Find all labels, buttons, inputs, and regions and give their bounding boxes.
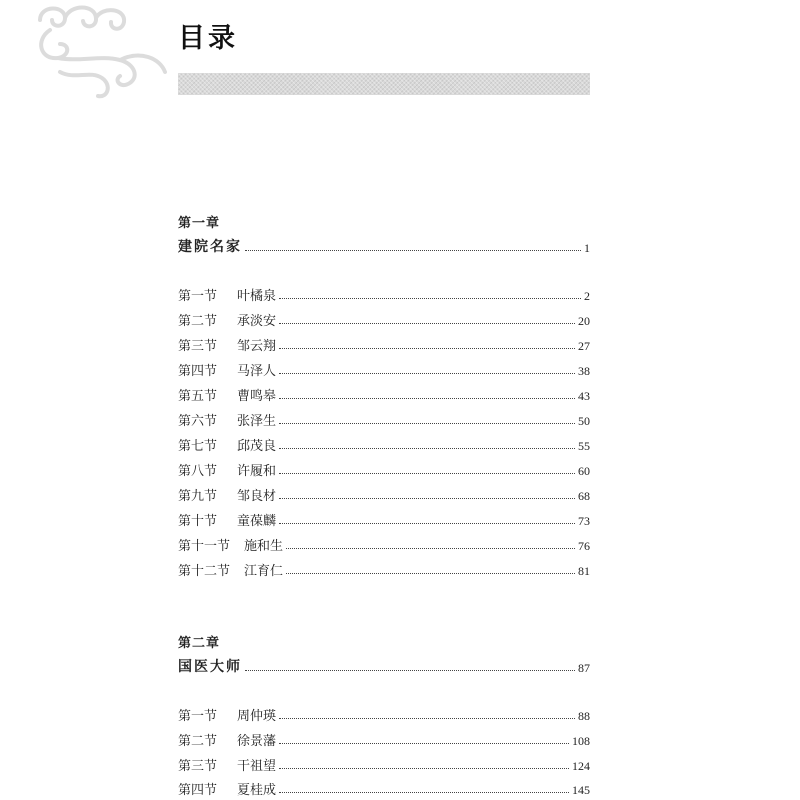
section-number: 第八节 xyxy=(178,464,218,479)
page-number: 87 xyxy=(578,661,590,675)
dot-leader xyxy=(279,447,575,449)
section-number: 第四节 xyxy=(178,364,218,379)
section-name: 邹云翔 xyxy=(237,339,277,354)
chapter-title: 国医大师 xyxy=(178,659,242,675)
page-number: 124 xyxy=(572,759,590,773)
toc-section-entry[interactable] xyxy=(178,359,590,379)
page-number: 60 xyxy=(578,464,590,478)
chapter-title: 建院名家 xyxy=(178,239,242,255)
dot-leader xyxy=(286,547,575,549)
toc-section-entry[interactable] xyxy=(178,309,590,329)
section-number: 第十节 xyxy=(178,514,218,529)
page-number: 55 xyxy=(578,439,590,453)
chapter-label: 第一章 xyxy=(178,216,221,231)
dot-leader xyxy=(279,347,575,349)
title-divider-band xyxy=(178,73,590,95)
page-number: 27 xyxy=(578,339,590,353)
section-number: 第二节 xyxy=(178,314,218,329)
toc-section-entry[interactable] xyxy=(178,559,590,579)
dot-leader xyxy=(279,497,575,499)
page-number: 145 xyxy=(572,783,590,797)
dot-leader xyxy=(279,372,575,374)
dot-leader xyxy=(279,791,569,793)
page-number: 43 xyxy=(578,389,590,403)
section-name: 承淡安 xyxy=(237,314,277,329)
section-name: 周仲瑛 xyxy=(237,709,277,724)
page-number: 73 xyxy=(578,514,590,528)
section-number: 第十一节 xyxy=(178,539,231,554)
toc-section-entry[interactable] xyxy=(178,778,590,798)
toc-section-entry[interactable] xyxy=(178,284,590,304)
dot-leader xyxy=(279,742,569,744)
cloud-ornament-icon xyxy=(30,0,180,120)
toc-section-entry[interactable] xyxy=(178,729,590,749)
page-number: 20 xyxy=(578,314,590,328)
dot-leader xyxy=(279,522,575,524)
page-number: 38 xyxy=(578,364,590,378)
toc-section-entry[interactable] xyxy=(178,484,590,504)
section-name: 许履和 xyxy=(237,464,277,479)
section-name: 童葆麟 xyxy=(237,514,277,529)
section-number: 第一节 xyxy=(178,289,218,304)
section-number: 第五节 xyxy=(178,389,218,404)
section-number: 第三节 xyxy=(178,759,218,774)
dot-leader xyxy=(245,249,581,251)
section-name: 施和生 xyxy=(244,539,284,554)
section-name: 邱茂良 xyxy=(237,439,277,454)
section-name: 曹鸣皋 xyxy=(237,389,277,404)
dot-leader xyxy=(279,717,575,719)
page-title: 目录 xyxy=(178,23,238,54)
page-number: 88 xyxy=(578,709,590,723)
section-name: 张泽生 xyxy=(237,414,277,429)
toc-section-entry[interactable] xyxy=(178,434,590,454)
toc-section-entry[interactable] xyxy=(178,534,590,554)
section-number: 第十二节 xyxy=(178,564,231,579)
page-number: 76 xyxy=(578,539,590,553)
toc-section-entry[interactable] xyxy=(178,409,590,429)
section-number: 第一节 xyxy=(178,709,218,724)
toc-section-entry[interactable] xyxy=(178,509,590,529)
section-name: 邹良材 xyxy=(237,489,277,504)
dot-leader xyxy=(279,322,575,324)
dot-leader xyxy=(279,767,569,769)
toc-chapter-entry[interactable] xyxy=(178,236,590,256)
section-name: 叶橘泉 xyxy=(237,289,277,304)
page-number: 108 xyxy=(572,734,590,748)
toc-section-entry[interactable] xyxy=(178,704,590,724)
section-number: 第九节 xyxy=(178,489,218,504)
section-number: 第二节 xyxy=(178,734,218,749)
page-number: 68 xyxy=(578,489,590,503)
toc-section-entry[interactable] xyxy=(178,334,590,354)
dot-leader xyxy=(279,397,575,399)
dot-leader xyxy=(279,472,575,474)
dot-leader xyxy=(286,572,575,574)
section-number: 第七节 xyxy=(178,439,218,454)
section-number: 第三节 xyxy=(178,339,218,354)
section-name: 夏桂成 xyxy=(237,783,277,798)
section-name: 马泽人 xyxy=(237,364,277,379)
dot-leader xyxy=(245,669,575,671)
section-name: 干祖望 xyxy=(237,759,277,774)
toc-section-entry[interactable] xyxy=(178,754,590,774)
page-number: 50 xyxy=(578,414,590,428)
toc-section-entry[interactable] xyxy=(178,459,590,479)
section-number: 第四节 xyxy=(178,783,218,798)
chapter-label: 第二章 xyxy=(178,636,221,651)
section-name: 江育仁 xyxy=(244,564,284,579)
page-number: 81 xyxy=(578,564,590,578)
page-number: 1 xyxy=(584,241,590,255)
section-number: 第六节 xyxy=(178,414,218,429)
section-name: 徐景藩 xyxy=(237,734,277,749)
toc-section-entry[interactable] xyxy=(178,384,590,404)
dot-leader xyxy=(279,297,581,299)
page-number: 2 xyxy=(584,289,590,303)
dot-leader xyxy=(279,422,575,424)
toc-chapter-entry[interactable] xyxy=(178,656,590,676)
